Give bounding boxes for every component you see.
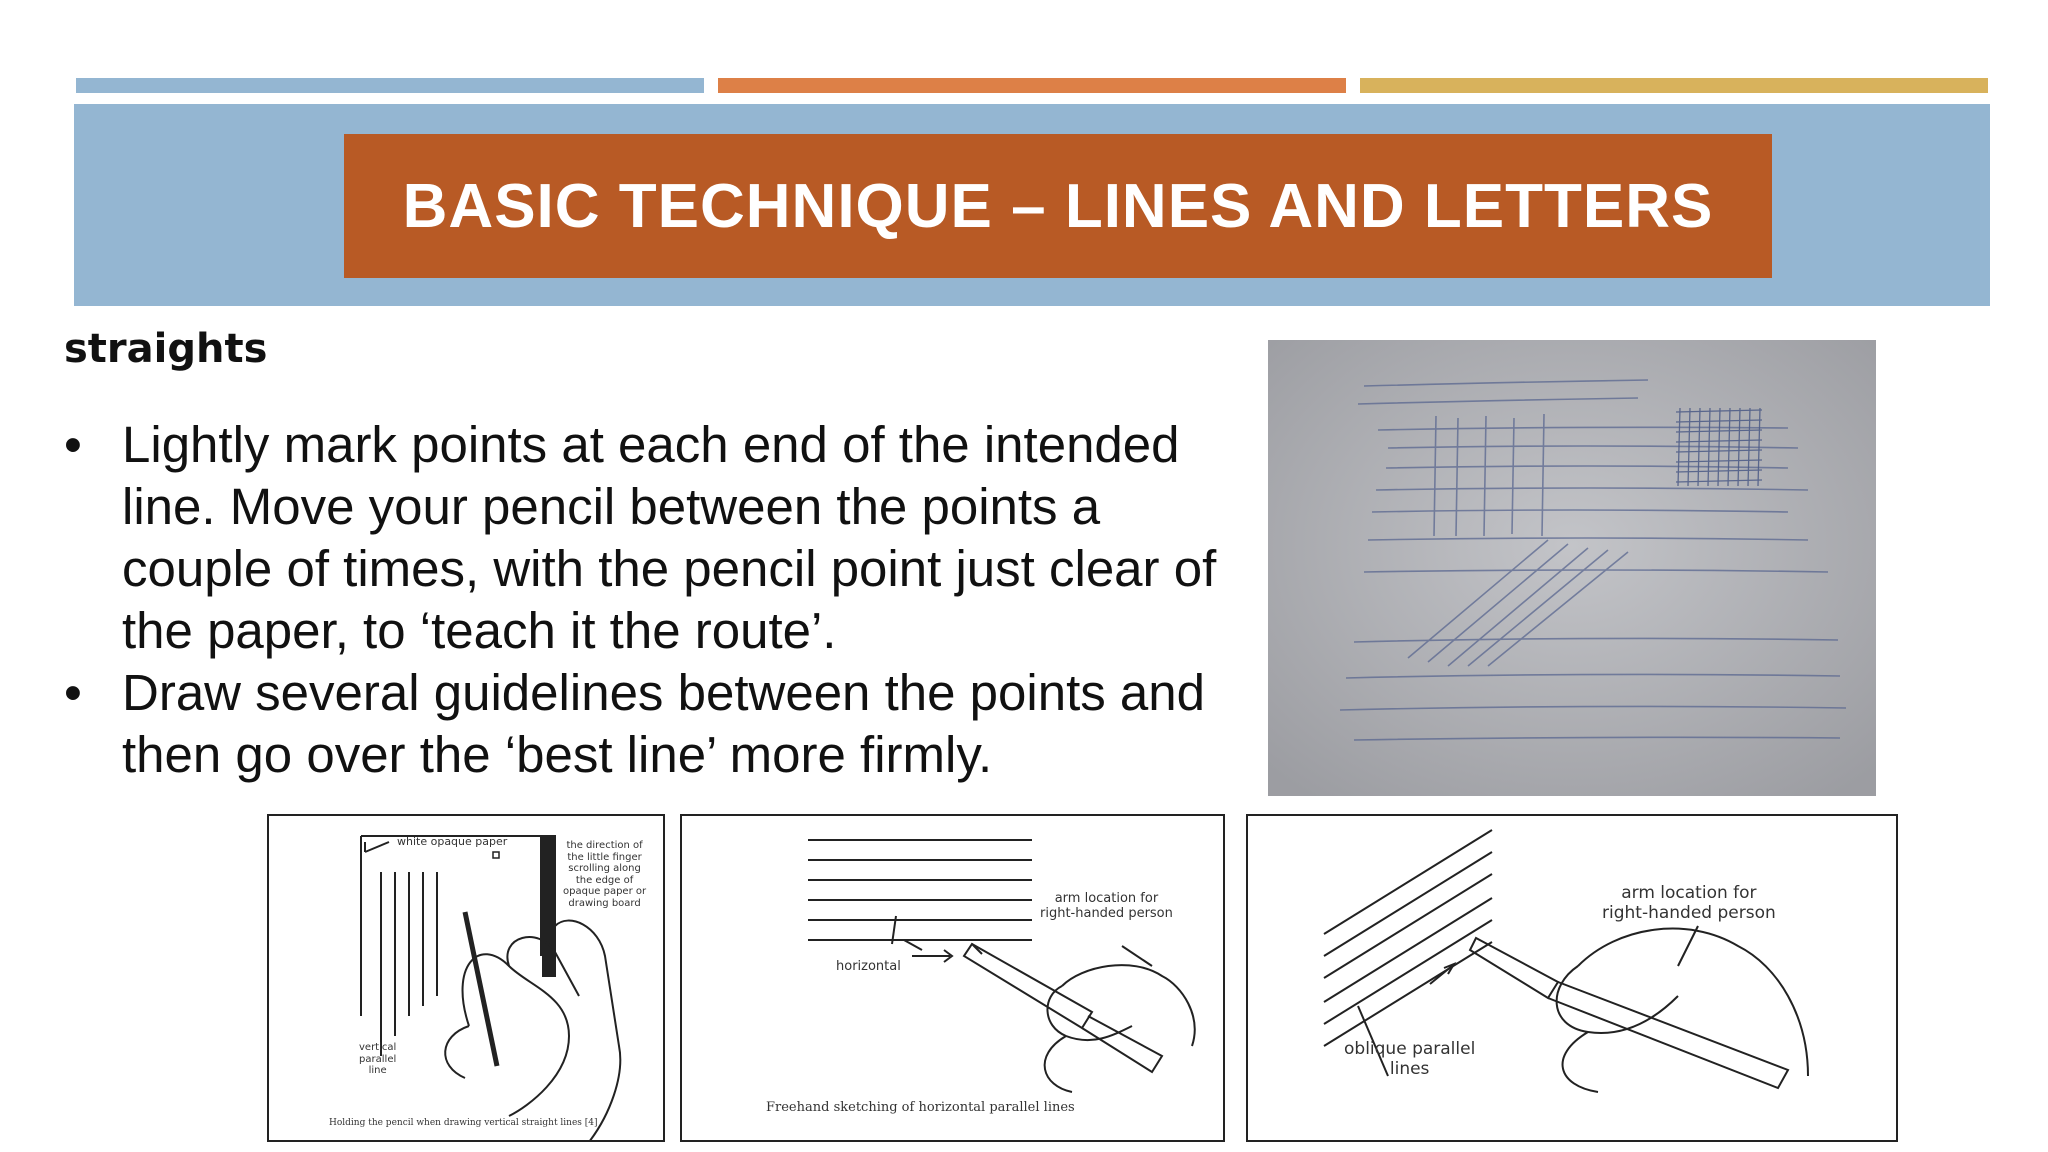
- label-horizontal: horizontal: [836, 959, 901, 974]
- label-vertical-parallel-line: vertical parallel line: [359, 1042, 397, 1076]
- oblique-lines-illustration: [1248, 816, 1898, 1142]
- label-arm-location: arm location for right-handed person: [1602, 883, 1776, 923]
- bullet-text: Draw several guidelines between the points and then go over the ‘best line’ more firmly.: [122, 664, 1206, 783]
- bullet-item: [60, 662, 1220, 786]
- figure-oblique-lines: [1246, 814, 1898, 1142]
- label-finger-direction: the direction of the little finger scrolling along the edge of opaque paper or drawing board: [563, 840, 647, 909]
- bullet-text: Lightly mark points at each end of the intended line. Move your pencil between the points a couple of times, with the pencil point just clear of the paper, to ‘teach it the route’.: [122, 416, 1217, 659]
- figure-horizontal-lines: [680, 814, 1225, 1142]
- slide-title: BASIC TECHNIQUE – LINES AND LETTERS: [402, 171, 1714, 241]
- accent-stripe-blue: [76, 78, 704, 93]
- accent-stripe-gold: [1360, 78, 1988, 93]
- label-oblique-parallel-lines: oblique parallel lines: [1344, 1039, 1476, 1079]
- caption-horizontal: Freehand sketching of horizontal parallel lines: [766, 1100, 1075, 1115]
- practice-lines-drawing: [1268, 340, 1876, 796]
- bullet-dot: •: [64, 416, 82, 473]
- figure-vertical-lines: [267, 814, 665, 1142]
- label-white-opaque-paper: white opaque paper: [397, 835, 508, 848]
- practice-lines-photo: [1268, 340, 1876, 796]
- caption-vertical: Holding the pencil when drawing vertical straight lines [4]: [329, 1118, 598, 1128]
- bullet-item: [60, 414, 1220, 662]
- title-box: [344, 134, 1772, 278]
- subheading: straights: [64, 326, 268, 372]
- label-arm-location: arm location for right-handed person: [1040, 891, 1173, 921]
- accent-stripe-orange: [718, 78, 1346, 93]
- horizontal-lines-illustration: [682, 816, 1225, 1142]
- bullet-dot: •: [64, 664, 82, 721]
- bullet-list: [60, 414, 1220, 786]
